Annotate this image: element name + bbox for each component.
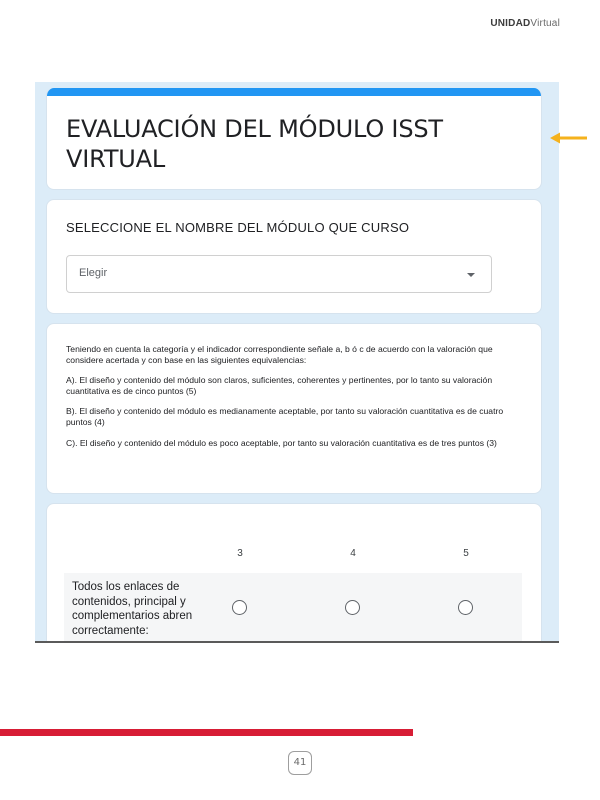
page-number: 41	[288, 751, 312, 775]
radio-option-3[interactable]	[232, 600, 247, 615]
radio-option-4[interactable]	[345, 600, 360, 615]
module-select-question: SELECCIONE EL NOMBRE DEL MÓDULO QUE CURSO	[66, 220, 410, 235]
dropdown-placeholder: Elegir	[79, 267, 108, 279]
module-select-card	[46, 199, 542, 314]
grid-column-header: 5	[463, 548, 469, 559]
radio-option-5[interactable]	[458, 600, 473, 615]
brand-logo-light: Virtual	[530, 18, 560, 29]
grid-column-header: 4	[350, 548, 356, 559]
option-c-text: C). El diseño y contenido del módulo es poco aceptable, por tanto su valoración cuantitativa es de tres puntos (3)	[66, 437, 497, 448]
footer-accent-bar	[0, 729, 413, 736]
instructions-card	[46, 323, 542, 494]
form-title-card	[46, 88, 542, 190]
form-screenshot	[35, 82, 559, 643]
arrow-left-icon	[549, 131, 589, 145]
module-select-dropdown[interactable]	[66, 255, 492, 293]
form-title-accent-bar	[47, 88, 541, 96]
brand-logo	[490, 18, 560, 29]
option-a-text: A). El diseño y contenido del módulo son claros, suficientes, coherentes y pertinentes, por lo tanto su valoración cuantitativa es de cinco puntos (5)	[66, 375, 493, 396]
chevron-down-icon	[467, 273, 475, 277]
instructions-paragraph: Teniendo en cuenta la categoría y el indicador correspondiente señale a, b ó c de acuerdo con la valoración que considere acertada y con base en las siguientes equivalencias:	[66, 344, 493, 365]
grid-column-header: 3	[237, 548, 243, 559]
instructions-text	[66, 344, 522, 458]
form-title: EVALUACIÓN DEL MÓDULO ISST VIRTUAL	[66, 115, 443, 173]
grid-row-label: Todos los enlaces de contenidos, principal y complementarios abren correctamente:	[72, 581, 193, 637]
option-b-text: B). El diseño y contenido del módulo es medianamente aceptable, por tanto su valoración cuantitativa es de cuatro puntos (4)	[66, 406, 504, 427]
grid-row	[64, 573, 522, 643]
brand-logo-bold: UNIDAD	[490, 18, 531, 29]
rating-grid-card	[46, 503, 542, 643]
